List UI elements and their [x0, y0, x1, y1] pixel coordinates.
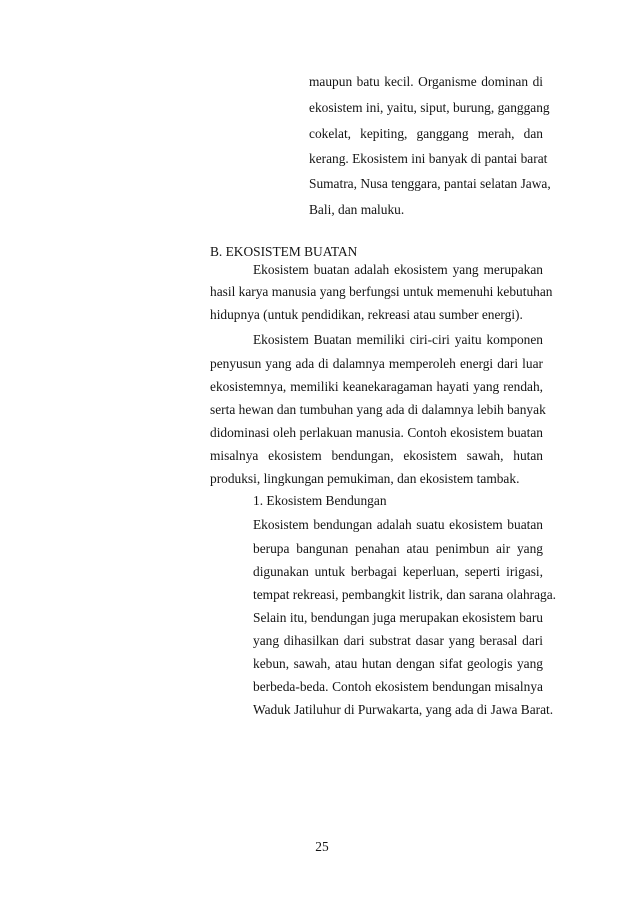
text-line: Ekosistem buatan adalah ekosistem yang merupakan — [253, 262, 543, 277]
text-line: didominasi oleh perlakuan manusia. Contoh ekosistem buatan — [210, 425, 543, 440]
text-line: ekosistem ini, yaitu, siput, burung, ganggang — [309, 100, 550, 115]
text-line: digunakan untuk berbagai keperluan, seperti irigasi, — [253, 564, 543, 579]
page-number: 25 — [315, 839, 329, 854]
text-line: berbeda-beda. Contoh ekosistem bendungan misalnya — [253, 679, 543, 694]
text-line: ekosistemnya, memiliki keanekaragaman hayati yang rendah, — [210, 379, 543, 394]
text-line: penyusun yang ada di dalamnya memperoleh energi dari luar — [210, 356, 543, 371]
text-line: produksi, lingkungan pemukiman, dan ekosistem tambak. — [210, 471, 520, 486]
text-line: maupun batu kecil. Organisme dominan di — [309, 74, 543, 89]
text-line: berupa bangunan penahan atau penimbun air yang — [253, 541, 543, 556]
text-line: Ekosistem Buatan memiliki ciri-ciri yaitu komponen — [253, 332, 543, 347]
text-line: Ekosistem bendungan adalah suatu ekosistem buatan — [253, 517, 543, 532]
subsection-heading: 1. Ekosistem Bendungan — [253, 493, 387, 508]
text-line: serta hewan dan tumbuhan yang ada di dalamnya lebih banyak — [210, 402, 546, 417]
text-line: kebun, sawah, atau hutan dengan sifat geologis yang — [253, 656, 543, 671]
text-line: Waduk Jatiluhur di Purwakarta, yang ada di Jawa Barat. — [253, 702, 554, 717]
section-heading: B. EKOSISTEM BUATAN — [210, 244, 358, 259]
text-line: yang dihasilkan dari substrat dasar yang berasal dari — [253, 633, 543, 648]
text-line: hasil karya manusia yang berfungsi untuk memenuhi kebutuhan — [210, 284, 553, 299]
text-line: Sumatra, Nusa tenggara, pantai selatan Jawa, — [309, 176, 551, 191]
text-line: Bali, dan maluku. — [309, 202, 405, 217]
text-line: misalnya ekosistem bendungan, ekosistem sawah, hutan — [210, 448, 543, 463]
text-line: kerang. Ekosistem ini banyak di pantai barat — [309, 151, 548, 166]
text-line: cokelat, kepiting, ganggang merah, dan — [309, 126, 543, 141]
text-line: hidupnya (untuk pendidikan, rekreasi atau sumber energi). — [210, 307, 523, 322]
text-line: tempat rekreasi, pembangkit listrik, dan sarana olahraga. — [253, 587, 557, 602]
text-line: Selain itu, bendungan juga merupakan ekosistem baru — [253, 610, 543, 625]
